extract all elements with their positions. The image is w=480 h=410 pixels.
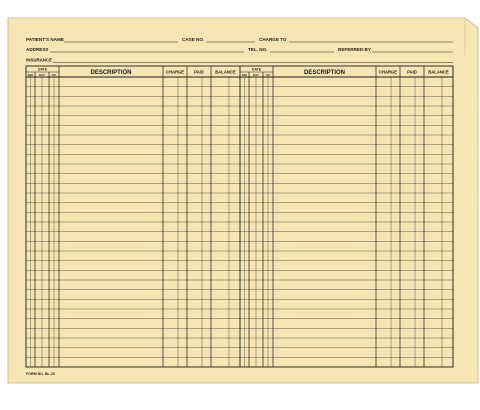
insurance-label: INSURANCE [26,57,53,63]
date-column-header: DATE [38,67,47,72]
month-column-header: MO [242,73,247,77]
description-column-header: DESCRIPTION [90,69,132,76]
paid-column-header: PAID [194,69,204,75]
description-column-header: DESCRIPTION [303,69,346,76]
paid-column-header: PAID [407,69,417,75]
charge-to-label: CHARGE TO [259,37,287,42]
patients-name-label: PATIENT'S NAME [26,37,64,42]
balance-column-header: BALANCE [215,69,236,75]
day-column-header: DAY [252,73,260,77]
charge-column-header: CHARGE [378,69,398,75]
address-label: ADDRESS [26,47,49,52]
tel-no-label: TEL. NO. [248,47,268,52]
year-column-header: YR. [265,73,271,77]
date-column-header: DATE [252,67,261,72]
referred-by-label: REFERRED BY [338,47,371,52]
case-no-label: CASE NO. [182,37,205,42]
form-number: FORM NO. BL-22 [26,372,55,376]
balance-column-header: BALANCE [428,69,449,75]
day-column-header: DAY [38,73,46,77]
charge-column-header: CHARGE [165,69,185,75]
month-column-header: MO [28,73,33,77]
year-column-header: YR. [51,73,57,77]
